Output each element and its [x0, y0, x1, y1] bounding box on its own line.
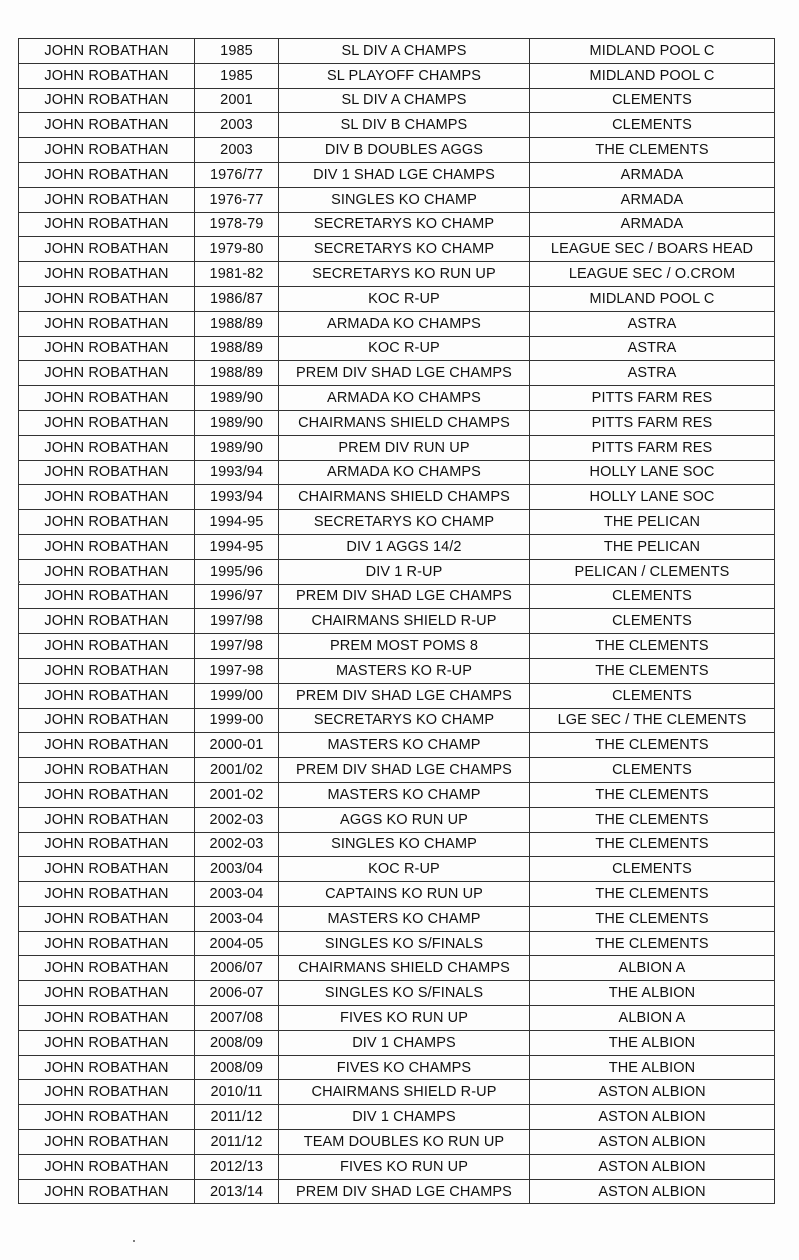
player-name-cell: JOHN ROBATHAN	[19, 485, 195, 510]
player-name-cell: JOHN ROBATHAN	[19, 931, 195, 956]
honour-title-cell: DIV 1 SHAD LGE CHAMPS	[279, 162, 530, 187]
season-cell: 2001-02	[195, 782, 279, 807]
team-cell: ASTON ALBION	[530, 1080, 775, 1105]
team-cell: MIDLAND POOL C	[530, 63, 775, 88]
team-cell: PITTS FARM RES	[530, 435, 775, 460]
player-name-cell: JOHN ROBATHAN	[19, 162, 195, 187]
team-cell: LEAGUE SEC / BOARS HEAD	[530, 237, 775, 262]
honour-title-cell: PREM MOST POMS 8	[279, 634, 530, 659]
table-row	[19, 311, 775, 336]
team-cell: CLEMENTS	[530, 857, 775, 882]
season-cell: 1997/98	[195, 634, 279, 659]
table-row	[19, 634, 775, 659]
honour-title-cell: DIV 1 CHAMPS	[279, 1030, 530, 1055]
honour-title-cell: PREM DIV RUN UP	[279, 435, 530, 460]
season-cell: 2010/11	[195, 1080, 279, 1105]
table-row	[19, 882, 775, 907]
season-cell: 1993/94	[195, 485, 279, 510]
team-cell: THE CLEMENTS	[530, 782, 775, 807]
table-row	[19, 237, 775, 262]
table-row	[19, 906, 775, 931]
scan-speck	[18, 581, 20, 583]
table-row	[19, 559, 775, 584]
season-cell: 2006/07	[195, 956, 279, 981]
team-cell: PITTS FARM RES	[530, 386, 775, 411]
honour-title-cell: PREM DIV SHAD LGE CHAMPS	[279, 683, 530, 708]
honour-title-cell: PREM DIV SHAD LGE CHAMPS	[279, 1179, 530, 1204]
honour-title-cell: KOC R-UP	[279, 336, 530, 361]
season-cell: 2003	[195, 138, 279, 163]
table-row	[19, 138, 775, 163]
table-row	[19, 361, 775, 386]
honour-title-cell: MASTERS KO CHAMP	[279, 733, 530, 758]
team-cell: LEAGUE SEC / O.CROM	[530, 262, 775, 287]
player-name-cell: JOHN ROBATHAN	[19, 113, 195, 138]
honour-title-cell: SL DIV A CHAMPS	[279, 39, 530, 64]
player-name-cell: JOHN ROBATHAN	[19, 63, 195, 88]
player-name-cell: JOHN ROBATHAN	[19, 733, 195, 758]
player-name-cell: JOHN ROBATHAN	[19, 88, 195, 113]
table-row	[19, 807, 775, 832]
table-row	[19, 534, 775, 559]
player-name-cell: JOHN ROBATHAN	[19, 510, 195, 535]
team-cell: ARMADA	[530, 162, 775, 187]
team-cell: THE CLEMENTS	[530, 634, 775, 659]
team-cell: CLEMENTS	[530, 584, 775, 609]
player-name-cell: JOHN ROBATHAN	[19, 807, 195, 832]
player-name-cell: JOHN ROBATHAN	[19, 832, 195, 857]
table-row	[19, 1105, 775, 1130]
team-cell: THE CLEMENTS	[530, 906, 775, 931]
honour-title-cell: PREM DIV SHAD LGE CHAMPS	[279, 758, 530, 783]
season-cell: 2011/12	[195, 1105, 279, 1130]
team-cell: PITTS FARM RES	[530, 410, 775, 435]
team-cell: ASTON ALBION	[530, 1130, 775, 1155]
table-row	[19, 683, 775, 708]
honour-title-cell: TEAM DOUBLES KO RUN UP	[279, 1130, 530, 1155]
table-row	[19, 187, 775, 212]
season-cell: 1976-77	[195, 187, 279, 212]
team-cell: ASTON ALBION	[530, 1179, 775, 1204]
player-name-cell: JOHN ROBATHAN	[19, 708, 195, 733]
player-name-cell: JOHN ROBATHAN	[19, 1080, 195, 1105]
team-cell: HOLLY LANE SOC	[530, 460, 775, 485]
table-row	[19, 386, 775, 411]
honour-title-cell: SL PLAYOFF CHAMPS	[279, 63, 530, 88]
season-cell: 1981-82	[195, 262, 279, 287]
honour-title-cell: MASTERS KO CHAMP	[279, 782, 530, 807]
player-name-cell: JOHN ROBATHAN	[19, 857, 195, 882]
player-name-cell: JOHN ROBATHAN	[19, 187, 195, 212]
player-name-cell: JOHN ROBATHAN	[19, 361, 195, 386]
season-cell: 1993/94	[195, 460, 279, 485]
season-cell: 2011/12	[195, 1130, 279, 1155]
honour-title-cell: SECRETARYS KO CHAMP	[279, 237, 530, 262]
player-name-cell: JOHN ROBATHAN	[19, 1006, 195, 1031]
honour-title-cell: FIVES KO RUN UP	[279, 1154, 530, 1179]
player-name-cell: JOHN ROBATHAN	[19, 956, 195, 981]
honour-title-cell: SINGLES KO S/FINALS	[279, 931, 530, 956]
team-cell: ASTRA	[530, 336, 775, 361]
team-cell: THE CLEMENTS	[530, 807, 775, 832]
honour-title-cell: PREM DIV SHAD LGE CHAMPS	[279, 361, 530, 386]
table-row	[19, 931, 775, 956]
honour-title-cell: MASTERS KO CHAMP	[279, 906, 530, 931]
player-name-cell: JOHN ROBATHAN	[19, 286, 195, 311]
player-name-cell: JOHN ROBATHAN	[19, 906, 195, 931]
table-row	[19, 981, 775, 1006]
season-cell: 2008/09	[195, 1055, 279, 1080]
season-cell: 2001	[195, 88, 279, 113]
player-name-cell: JOHN ROBATHAN	[19, 1154, 195, 1179]
team-cell: THE CLEMENTS	[530, 931, 775, 956]
season-cell: 1988/89	[195, 361, 279, 386]
honour-title-cell: DIV B DOUBLES AGGS	[279, 138, 530, 163]
team-cell: CLEMENTS	[530, 683, 775, 708]
team-cell: THE PELICAN	[530, 534, 775, 559]
honour-title-cell: CHAIRMANS SHIELD R-UP	[279, 1080, 530, 1105]
season-cell: 2004-05	[195, 931, 279, 956]
table-row	[19, 708, 775, 733]
table-row	[19, 609, 775, 634]
season-cell: 1988/89	[195, 311, 279, 336]
team-cell: ASTRA	[530, 311, 775, 336]
honours-table	[18, 38, 775, 1204]
season-cell: 1989/90	[195, 386, 279, 411]
table-row	[19, 460, 775, 485]
team-cell: THE CLEMENTS	[530, 658, 775, 683]
season-cell: 1988/89	[195, 336, 279, 361]
table-row	[19, 832, 775, 857]
table-row	[19, 782, 775, 807]
player-name-cell: JOHN ROBATHAN	[19, 138, 195, 163]
season-cell: 2008/09	[195, 1030, 279, 1055]
table-row	[19, 410, 775, 435]
season-cell: 1997/98	[195, 609, 279, 634]
honour-title-cell: CHAIRMANS SHIELD R-UP	[279, 609, 530, 634]
table-row	[19, 1080, 775, 1105]
table-row	[19, 1030, 775, 1055]
season-cell: 1979-80	[195, 237, 279, 262]
player-name-cell: JOHN ROBATHAN	[19, 1055, 195, 1080]
table-row	[19, 435, 775, 460]
player-name-cell: JOHN ROBATHAN	[19, 534, 195, 559]
table-row	[19, 286, 775, 311]
table-row	[19, 88, 775, 113]
table-row	[19, 336, 775, 361]
team-cell: ALBION A	[530, 956, 775, 981]
team-cell: THE ALBION	[530, 1055, 775, 1080]
season-cell: 2006-07	[195, 981, 279, 1006]
season-cell: 1994-95	[195, 510, 279, 535]
player-name-cell: JOHN ROBATHAN	[19, 1105, 195, 1130]
honours-table-body	[19, 39, 775, 1204]
player-name-cell: JOHN ROBATHAN	[19, 386, 195, 411]
player-name-cell: JOHN ROBATHAN	[19, 1130, 195, 1155]
player-name-cell: JOHN ROBATHAN	[19, 882, 195, 907]
team-cell: THE CLEMENTS	[530, 832, 775, 857]
table-row	[19, 1154, 775, 1179]
table-row	[19, 113, 775, 138]
season-cell: 2003-04	[195, 882, 279, 907]
honour-title-cell: FIVES KO CHAMPS	[279, 1055, 530, 1080]
team-cell: THE CLEMENTS	[530, 733, 775, 758]
honour-title-cell: SINGLES KO CHAMP	[279, 832, 530, 857]
season-cell: 2003/04	[195, 857, 279, 882]
honour-title-cell: SECRETARYS KO CHAMP	[279, 510, 530, 535]
honour-title-cell: DIV 1 AGGS 14/2	[279, 534, 530, 559]
table-row	[19, 1130, 775, 1155]
season-cell: 1985	[195, 39, 279, 64]
honour-title-cell: MASTERS KO R-UP	[279, 658, 530, 683]
season-cell: 1994-95	[195, 534, 279, 559]
player-name-cell: JOHN ROBATHAN	[19, 1030, 195, 1055]
player-name-cell: JOHN ROBATHAN	[19, 758, 195, 783]
table-row	[19, 39, 775, 64]
honour-title-cell: PREM DIV SHAD LGE CHAMPS	[279, 584, 530, 609]
season-cell: 1997-98	[195, 658, 279, 683]
season-cell: 1985	[195, 63, 279, 88]
team-cell: CLEMENTS	[530, 88, 775, 113]
honour-title-cell: SINGLES KO CHAMP	[279, 187, 530, 212]
season-cell: 1995/96	[195, 559, 279, 584]
table-row	[19, 485, 775, 510]
table-row	[19, 1006, 775, 1031]
player-name-cell: JOHN ROBATHAN	[19, 782, 195, 807]
honour-title-cell: SL DIV A CHAMPS	[279, 88, 530, 113]
season-cell: 2003-04	[195, 906, 279, 931]
player-name-cell: JOHN ROBATHAN	[19, 1179, 195, 1204]
player-name-cell: JOHN ROBATHAN	[19, 981, 195, 1006]
honour-title-cell: DIV 1 CHAMPS	[279, 1105, 530, 1130]
season-cell: 2002-03	[195, 807, 279, 832]
honour-title-cell: DIV 1 R-UP	[279, 559, 530, 584]
season-cell: 1976/77	[195, 162, 279, 187]
table-row	[19, 857, 775, 882]
table-row	[19, 63, 775, 88]
table-row	[19, 162, 775, 187]
honour-title-cell: SECRETARYS KO CHAMP	[279, 212, 530, 237]
player-name-cell: JOHN ROBATHAN	[19, 584, 195, 609]
table-row	[19, 584, 775, 609]
player-name-cell: JOHN ROBATHAN	[19, 39, 195, 64]
player-name-cell: JOHN ROBATHAN	[19, 336, 195, 361]
team-cell: ARMADA	[530, 212, 775, 237]
team-cell: CLEMENTS	[530, 113, 775, 138]
player-name-cell: JOHN ROBATHAN	[19, 559, 195, 584]
season-cell: 2012/13	[195, 1154, 279, 1179]
team-cell: MIDLAND POOL C	[530, 39, 775, 64]
honour-title-cell: ARMADA KO CHAMPS	[279, 311, 530, 336]
season-cell: 1978-79	[195, 212, 279, 237]
honour-title-cell: CHAIRMANS SHIELD CHAMPS	[279, 410, 530, 435]
honour-title-cell: KOC R-UP	[279, 286, 530, 311]
honour-title-cell: SINGLES KO S/FINALS	[279, 981, 530, 1006]
team-cell: THE CLEMENTS	[530, 138, 775, 163]
team-cell: CLEMENTS	[530, 758, 775, 783]
team-cell: THE CLEMENTS	[530, 882, 775, 907]
honour-title-cell: CHAIRMANS SHIELD CHAMPS	[279, 956, 530, 981]
team-cell: LGE SEC / THE CLEMENTS	[530, 708, 775, 733]
season-cell: 1999/00	[195, 683, 279, 708]
table-row	[19, 262, 775, 287]
scan-speck	[133, 1240, 135, 1242]
table-row	[19, 1055, 775, 1080]
player-name-cell: JOHN ROBATHAN	[19, 683, 195, 708]
team-cell: THE ALBION	[530, 1030, 775, 1055]
player-name-cell: JOHN ROBATHAN	[19, 435, 195, 460]
season-cell: 1999-00	[195, 708, 279, 733]
season-cell: 2002-03	[195, 832, 279, 857]
table-row	[19, 658, 775, 683]
team-cell: THE PELICAN	[530, 510, 775, 535]
season-cell: 2013/14	[195, 1179, 279, 1204]
player-name-cell: JOHN ROBATHAN	[19, 410, 195, 435]
honour-title-cell: FIVES KO RUN UP	[279, 1006, 530, 1031]
honour-title-cell: KOC R-UP	[279, 857, 530, 882]
honour-title-cell: ARMADA KO CHAMPS	[279, 386, 530, 411]
team-cell: ASTON ALBION	[530, 1154, 775, 1179]
honour-title-cell: ARMADA KO CHAMPS	[279, 460, 530, 485]
player-name-cell: JOHN ROBATHAN	[19, 262, 195, 287]
team-cell: ALBION A	[530, 1006, 775, 1031]
season-cell: 1989/90	[195, 435, 279, 460]
player-name-cell: JOHN ROBATHAN	[19, 460, 195, 485]
player-name-cell: JOHN ROBATHAN	[19, 658, 195, 683]
player-name-cell: JOHN ROBATHAN	[19, 212, 195, 237]
season-cell: 2001/02	[195, 758, 279, 783]
team-cell: ASTRA	[530, 361, 775, 386]
honour-title-cell: SL DIV B CHAMPS	[279, 113, 530, 138]
team-cell: ARMADA	[530, 187, 775, 212]
honour-title-cell: AGGS KO RUN UP	[279, 807, 530, 832]
player-name-cell: JOHN ROBATHAN	[19, 311, 195, 336]
season-cell: 2000-01	[195, 733, 279, 758]
honour-title-cell: CAPTAINS KO RUN UP	[279, 882, 530, 907]
player-name-cell: JOHN ROBATHAN	[19, 634, 195, 659]
team-cell: CLEMENTS	[530, 609, 775, 634]
table-row	[19, 758, 775, 783]
season-cell: 2007/08	[195, 1006, 279, 1031]
table-row	[19, 956, 775, 981]
team-cell: HOLLY LANE SOC	[530, 485, 775, 510]
team-cell: MIDLAND POOL C	[530, 286, 775, 311]
season-cell: 1986/87	[195, 286, 279, 311]
honour-title-cell: SECRETARYS KO RUN UP	[279, 262, 530, 287]
team-cell: THE ALBION	[530, 981, 775, 1006]
team-cell: ASTON ALBION	[530, 1105, 775, 1130]
season-cell: 1989/90	[195, 410, 279, 435]
table-row	[19, 510, 775, 535]
table-row	[19, 1179, 775, 1204]
honour-title-cell: CHAIRMANS SHIELD CHAMPS	[279, 485, 530, 510]
table-row	[19, 212, 775, 237]
table-row	[19, 733, 775, 758]
season-cell: 1996/97	[195, 584, 279, 609]
player-name-cell: JOHN ROBATHAN	[19, 609, 195, 634]
honour-title-cell: SECRETARYS KO CHAMP	[279, 708, 530, 733]
player-name-cell: JOHN ROBATHAN	[19, 237, 195, 262]
season-cell: 2003	[195, 113, 279, 138]
team-cell: PELICAN / CLEMENTS	[530, 559, 775, 584]
